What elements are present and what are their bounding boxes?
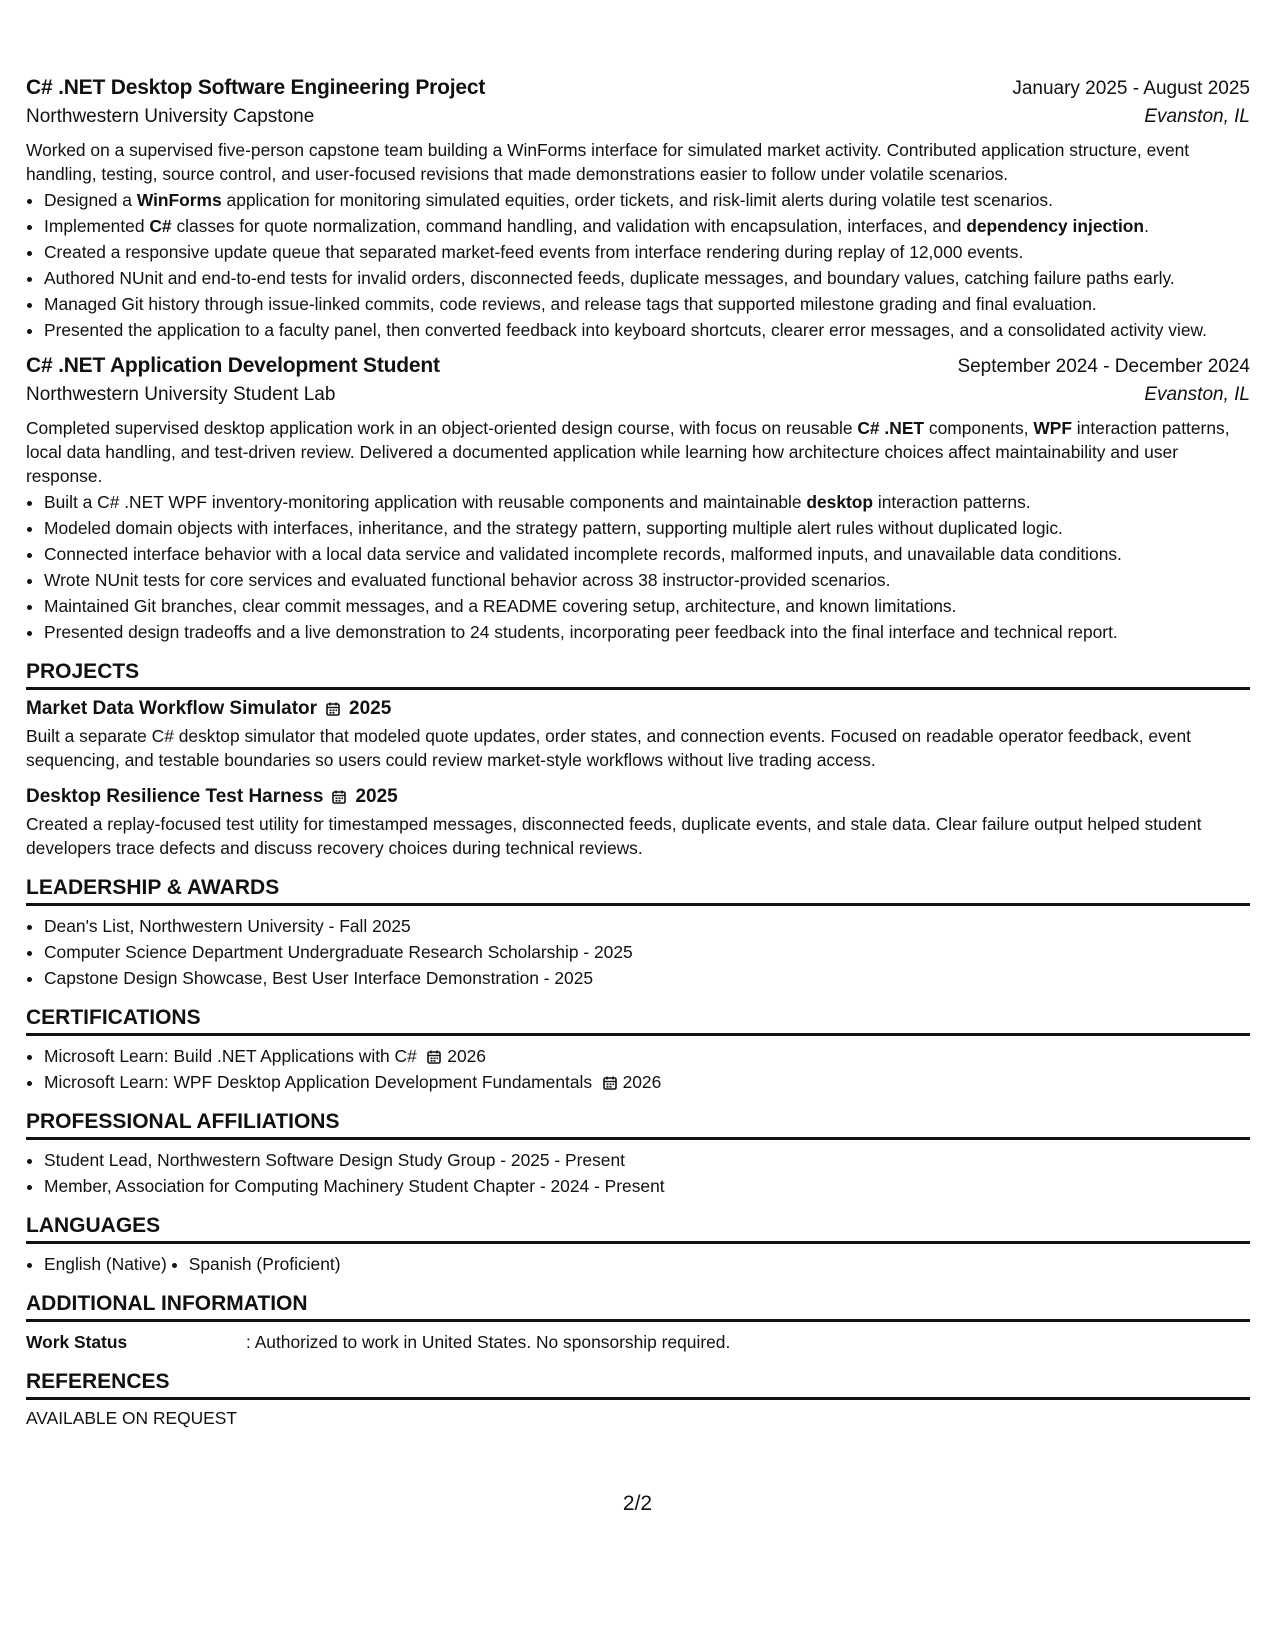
experience-entry — [26, 354, 1250, 644]
work-status-row — [26, 1330, 1250, 1354]
list-item: • Computer Science Department Undergraduate Research Scholarship - 2025 — [44, 940, 1250, 964]
project-title: Desktop Resilience Test Harness — [26, 786, 324, 807]
job-summary: Worked on a supervised five-person capstone team building a WinForms interface for simulated market activity. Contributed application structure, event handling, testing, source control, and user-focused revisions that made demonstrations easier to follow under volatile scenarios. — [26, 140, 1190, 184]
list-item: • Wrote NUnit tests for core services and evaluated functional behavior across 38 instructor-provided scenarios. — [44, 568, 1250, 592]
list-item: • Implemented C# classes for quote normalization, command handling, and validation with encapsulation, interfaces, and dependency injection. — [44, 214, 1250, 238]
section-heading-projects: PROJECTS — [26, 660, 1250, 690]
certification-year: 2026 — [447, 1046, 486, 1066]
job-organization: Northwestern University Capstone — [26, 106, 315, 127]
list-item: • Created a responsive update queue that separated market-feed events from interface rendering during replay of 12,000 events. — [44, 240, 1250, 264]
project-year: 2025 — [349, 698, 392, 719]
page-number: 2/2 — [622, 1492, 653, 1515]
section-heading-leadership: LEADERSHIP & AWARDS — [26, 876, 1250, 906]
list-item: • Spanish (Proficient) — [189, 1252, 341, 1276]
experience-entry — [26, 76, 1250, 342]
calendar-icon — [331, 789, 347, 805]
project-year: 2025 — [355, 786, 398, 807]
calendar-icon — [426, 1049, 442, 1065]
job-bullets — [26, 188, 1250, 342]
list-item — [44, 1070, 1250, 1094]
section-heading-references: REFERENCES — [26, 1370, 1250, 1400]
list-item: • Student Lead, Northwestern Software Design Study Group - 2025 - Present — [44, 1148, 1250, 1172]
job-summary: Completed supervised desktop application work in an object-oriented design course, with focus on reusable C# .NET components, WPF interaction patterns, local data handling, and test-driven review. Delivered a documented application while learning how architecture choices affect maintainability and user response. — [26, 418, 1230, 486]
list-item: • Connected interface behavior with a local data service and validated incomplete records, malformed inputs, and unavailable data conditions. — [44, 542, 1250, 566]
job-location: Evanston, IL — [1144, 384, 1250, 405]
certification-name: Microsoft Learn: WPF Desktop Application Development Fundamentals — [44, 1072, 593, 1092]
section-heading-languages: LANGUAGES — [26, 1214, 1250, 1244]
project-title: Market Data Workflow Simulator — [26, 698, 318, 719]
job-location: Evanston, IL — [1144, 106, 1250, 127]
project-description: Built a separate C# desktop simulator that modeled quote updates, order states, and connection events. Focused on readable operator feedback, event sequencing, and testable boundaries so users could review market-style workflows without live trading access. — [26, 726, 1191, 770]
languages-list — [26, 1252, 1250, 1276]
list-item — [44, 1044, 1250, 1068]
job-dates: January 2025 - August 2025 — [1012, 78, 1250, 99]
list-item: • Authored NUnit and end-to-end tests for invalid orders, disconnected feeds, duplicate messages, and boundary values, catching failure paths early. — [44, 266, 1250, 290]
work-status-label: Work Status — [26, 1332, 128, 1352]
list-item: • Capstone Design Showcase, Best User Interface Demonstration - 2025 — [44, 966, 1250, 990]
calendar-icon — [325, 701, 341, 717]
project-entry — [26, 786, 1250, 860]
list-item: • Managed Git history through issue-linked commits, code reviews, and release tags that supported milestone grading and final evaluation. — [44, 292, 1250, 316]
leadership-list — [26, 914, 1250, 990]
job-title: C# .NET Desktop Software Engineering Project — [26, 76, 486, 99]
section-heading-affiliations: PROFESSIONAL AFFILIATIONS — [26, 1110, 1250, 1140]
list-item: • Designed a WinForms application for monitoring simulated equities, order tickets, and risk-limit alerts during volatile test scenarios. — [44, 188, 1250, 212]
list-item: • Maintained Git branches, clear commit messages, and a README covering setup, architecture, and known limitations. — [44, 594, 1250, 618]
project-description: Created a replay-focused test utility for timestamped messages, disconnected feeds, duplicate events, and stale data. Clear failure output helped student developers trace defects and discuss recovery choices during technical reviews. — [26, 814, 1202, 858]
job-bullets — [26, 490, 1250, 644]
list-item: • Dean's List, Northwestern University - Fall 2025 — [44, 914, 1250, 938]
work-status-value: : Authorized to work in United States. No sponsorship required. — [246, 1332, 731, 1352]
certifications-list — [26, 1044, 1250, 1094]
references-text: AVAILABLE ON REQUEST — [26, 1408, 238, 1428]
list-item: • Modeled domain objects with interfaces, inheritance, and the strategy pattern, supporting multiple alert rules without duplicated logic. — [44, 516, 1250, 540]
list-item: • Presented design tradeoffs and a live demonstration to 24 students, incorporating peer feedback into the final interface and technical report. — [44, 620, 1250, 644]
list-item: • English (Native) — [44, 1252, 167, 1276]
job-title: C# .NET Application Development Student — [26, 354, 440, 377]
section-heading-certifications: CERTIFICATIONS — [26, 1006, 1250, 1036]
calendar-icon — [602, 1075, 618, 1091]
list-item: • Built a C# .NET WPF inventory-monitoring application with reusable components and maintainable desktop interaction patterns. — [44, 490, 1250, 514]
affiliations-list — [26, 1148, 1250, 1198]
job-organization: Northwestern University Student Lab — [26, 384, 336, 405]
list-item: • Presented the application to a faculty panel, then converted feedback into keyboard shortcuts, clearer error messages, and a consolidated activity view. — [44, 318, 1250, 342]
project-entry — [26, 698, 1250, 772]
certification-year: 2026 — [622, 1072, 662, 1092]
list-item: • Member, Association for Computing Machinery Student Chapter - 2024 - Present — [44, 1174, 1250, 1198]
section-heading-additional: ADDITIONAL INFORMATION — [26, 1292, 1250, 1322]
certification-name: Microsoft Learn: Build .NET Applications with C# — [44, 1046, 417, 1066]
resume-page — [26, 76, 1250, 1429]
job-dates: September 2024 - December 2024 — [957, 356, 1250, 377]
